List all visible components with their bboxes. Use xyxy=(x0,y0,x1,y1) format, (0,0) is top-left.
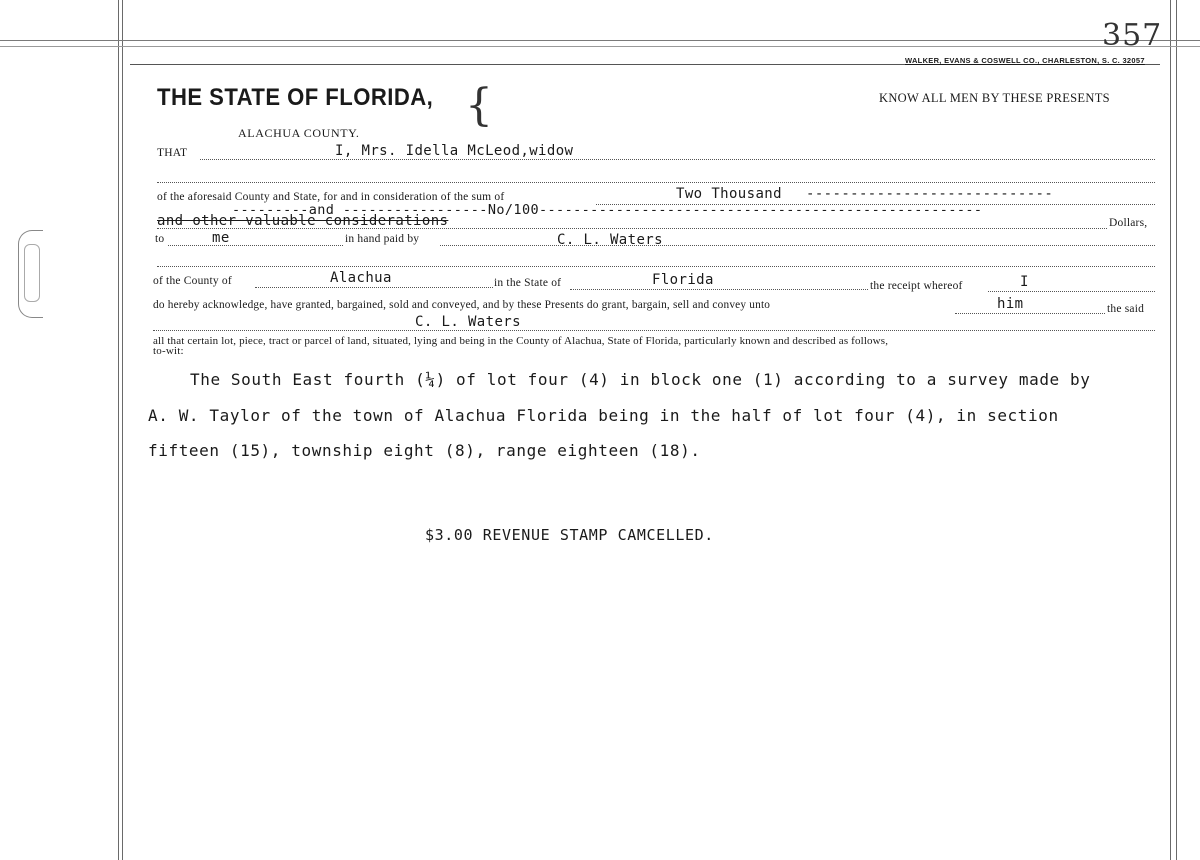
description-line-2: A. W. Taylor of the town of Alachua Florida being in the half of lot four (4), in section xyxy=(148,406,1059,425)
county-dotted-line xyxy=(255,287,493,288)
revenue-stamp-note: $3.00 REVENUE STAMP CAMCELLED. xyxy=(425,526,714,544)
to-dotted-line xyxy=(168,245,343,246)
acknowledge-text: do hereby acknowledge, have granted, bargained, sold and conveyed, and by these Presents do grant, bargain, sell and convey unto xyxy=(153,299,771,311)
that-dotted-line xyxy=(200,159,1155,160)
land-text: all that certain lot, piece, tract or parcel of land, situated, lying and being in the County of Alachua, State of Florida, particularly known and described as follows, xyxy=(153,335,889,347)
blank-dotted-line-2 xyxy=(157,266,1155,267)
to-value: me xyxy=(212,230,230,246)
unto-dotted-line xyxy=(955,313,1105,314)
receipt-label: the receipt whereof xyxy=(870,280,963,292)
grantee-name: C. L. Waters xyxy=(415,314,521,330)
dollars-dotted-line xyxy=(157,228,1107,229)
right-margin-line xyxy=(1170,0,1171,860)
receipt-value: I xyxy=(1020,274,1029,290)
description-line-1: The South East fourth (¼) of lot four (4) in block one (1) according to a survey made by xyxy=(190,370,1091,389)
left-margin-line-2 xyxy=(122,0,123,860)
grantee-dotted-line xyxy=(153,330,1155,331)
state-value: Florida xyxy=(652,272,714,288)
state-dotted-line xyxy=(570,289,868,290)
sum-dashes: ---------------------------- xyxy=(806,186,1054,202)
county-heading: ALACHUA COUNTY. xyxy=(238,126,360,140)
binder-clip-slot xyxy=(24,244,40,302)
page-number: 357 xyxy=(1102,18,1163,53)
paid-dotted-line xyxy=(440,245,1155,246)
right-margin-line-2 xyxy=(1176,0,1177,860)
paid-by-value: C. L. Waters xyxy=(557,232,663,248)
other-considerations: and other valuable considerations xyxy=(157,213,449,229)
said-label: the said xyxy=(1107,303,1145,315)
that-label: THAT xyxy=(157,147,188,159)
to-label: to xyxy=(155,233,165,245)
to-wit: to-wit: xyxy=(153,345,184,357)
unto-value: him xyxy=(997,296,1024,312)
description-line-3: fifteen (15), township eight (8), range eighteen (18). xyxy=(148,441,701,460)
top-rule xyxy=(0,40,1200,41)
paid-label: in hand paid by xyxy=(345,233,420,245)
brace: { xyxy=(465,80,493,131)
blank-dotted-line xyxy=(157,182,1155,183)
consideration-label: of the aforesaid County and State, for and in consideration of the sum of xyxy=(157,191,505,203)
receipt-dotted-line xyxy=(988,291,1155,292)
county-label: of the County of xyxy=(153,275,232,287)
state-title: THE STATE OF FLORIDA, xyxy=(157,84,434,111)
sum-value: Two Thousand xyxy=(676,186,782,202)
left-margin-line xyxy=(118,0,119,860)
top-rule-2 xyxy=(0,46,1200,47)
and-line: ---------and -----------------No/100---------------------------------------------------- xyxy=(232,202,983,218)
grantor-name: I, Mrs. Idella McLeod,widow xyxy=(335,143,574,159)
dollars-label: Dollars, xyxy=(1109,217,1148,229)
know-all-heading: KNOW ALL MEN BY THESE PRESENTS xyxy=(879,91,1110,105)
printer-line: WALKER, EVANS & COSWELL CO., CHARLESTON, S. C. 32057 xyxy=(905,56,1145,65)
state-label: in the State of xyxy=(494,277,562,289)
county-value: Alachua xyxy=(330,270,392,286)
